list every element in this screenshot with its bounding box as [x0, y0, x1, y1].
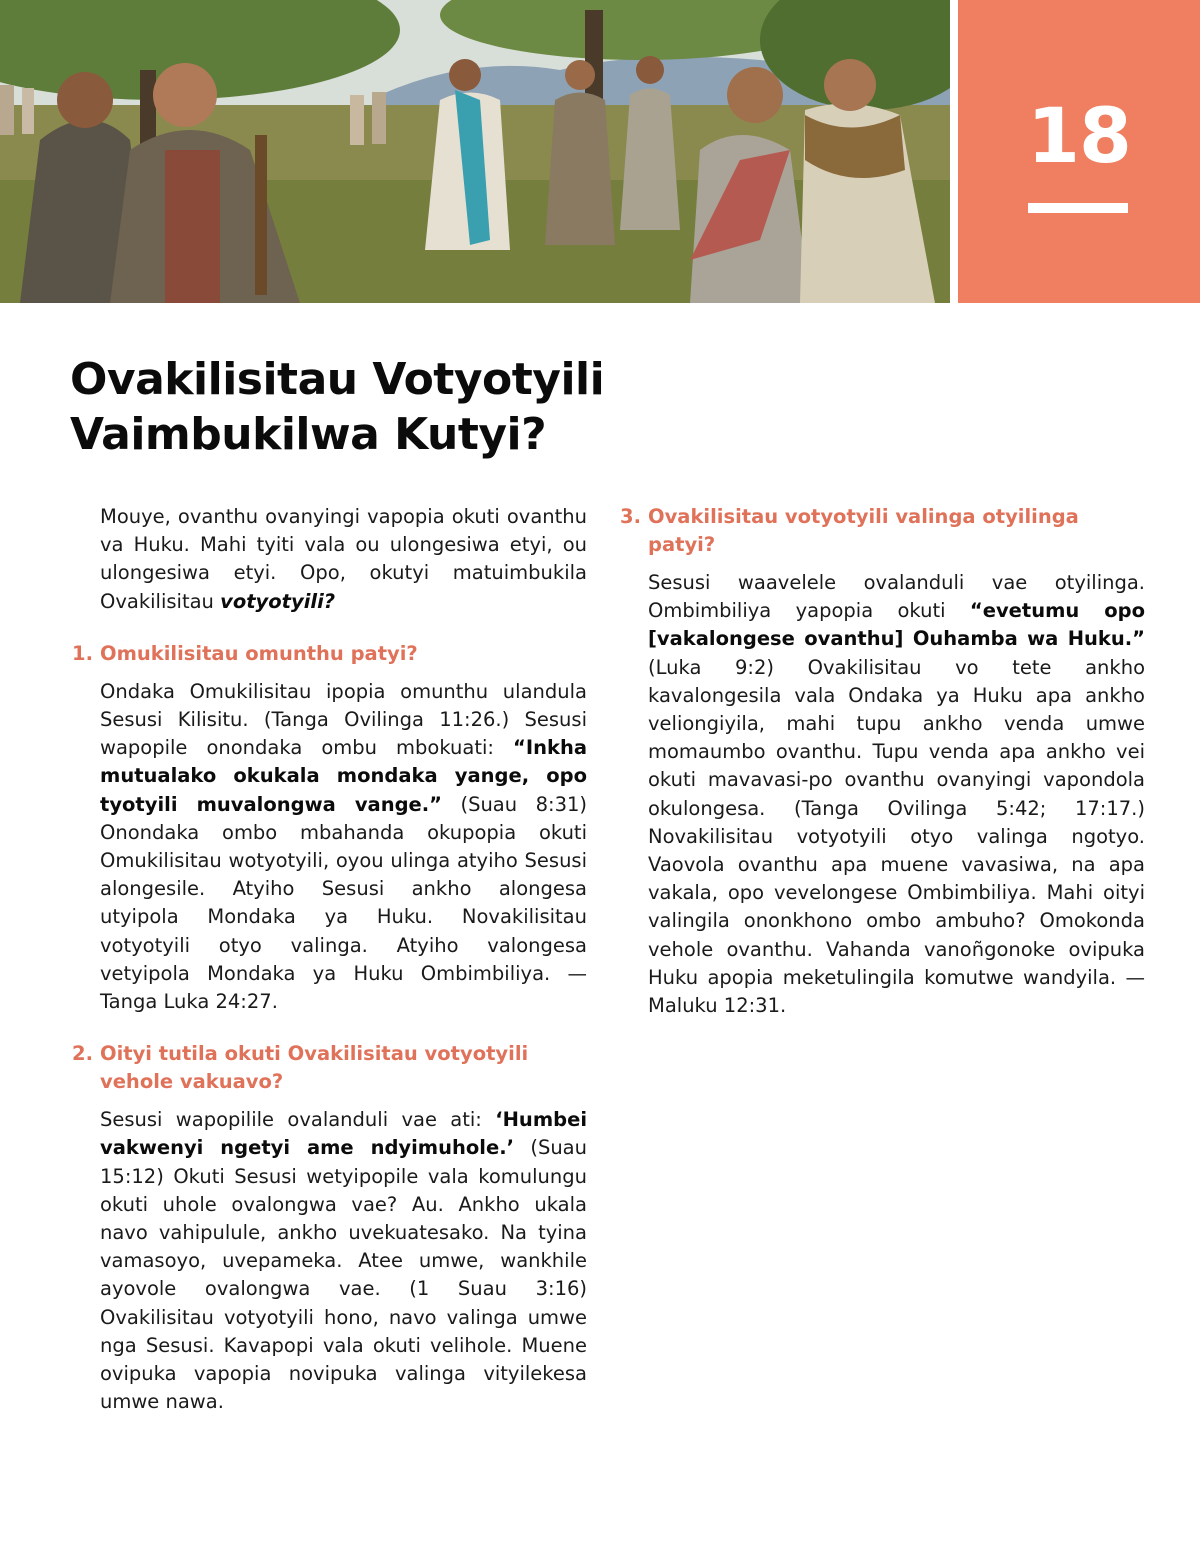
hero-scene-illustration	[0, 0, 950, 303]
body-text: (Luka 9:2) Ovakilisitau vo tete ankho kavalongesila vala Ondaka ya Huku apa ankho veliongiyila, mahi tupu ankho venda umwe momaumbo ovanthu. Tupu venda apa ankho vei okuti mavavasi-po ovanthu ovanyingi vapondola okulongesa. (Tanga Ovilinga 5:42; 17:17.) Novakilisitau votyotyili otyo valinga ngotyo. Vaovola ovanthu apa muene vavasiwa, na apa vakala, opo vevelongese Ombimbiliya. Mahi oityi valingila ononkhono ombo ambuho? Omokonda vehole ovanthu. Vahanda vanoñgonoke ovipuka Huku apopia meketulingila komutwe wandyila. — Maluku 12:31.	[648, 655, 1145, 1018]
right-column	[620, 503, 1145, 1020]
scripture-quote: “evetumu opo [vakalongese ovanthu] Ouhamba wa Huku.”	[648, 599, 1145, 651]
title-line-1: Ovakilisitau Votyotyili	[70, 354, 605, 405]
question-3-heading	[620, 503, 1145, 559]
chapter-number-block	[958, 0, 1200, 303]
body-text: Sesusi wapopilile ovalanduli vae ati:	[100, 1108, 496, 1132]
body-text: (Suau 15:12) Okuti Sesusi wetyipopile vala komulungu okuti uhole ovalongwa vae? Au. Ankho ukala navo vahipulule, ankho uvekuatesako. Na tyina vamasoyo, uvepameka. Atee umwe, wankhile ayovole ovalongwa vae. (1 Suau 3:16) Ovakilisitau votyotyili hono, navo valinga umwe nga Sesusi. Kavapopi vala okuti velihole. Muene ovipuka vapopia novipuka valinga vityilekesa umwe nawa.	[100, 1136, 587, 1414]
intro-emphasis: votyotyili?	[220, 589, 336, 613]
question-text: Omukilisitau omunthu patyi?	[100, 641, 418, 665]
question-text: Ovakilisitau votyotyili valinga otyilinga patyi?	[648, 505, 1079, 556]
body-text: Sesusi waavelele ovalanduli vae otyilinga. Ombimbiliya yapopia okuti	[648, 571, 1145, 623]
question-text: Oityi tutila okuti Ovakilisitau votyotyili vehole vakuavo?	[100, 1042, 529, 1094]
question-number: 3.	[620, 505, 641, 528]
question-1-heading	[72, 640, 587, 668]
intro-paragraph	[100, 503, 587, 616]
question-number: 2.	[72, 1042, 93, 1066]
section-3-body	[648, 569, 1145, 1020]
left-column	[72, 503, 587, 1416]
section-2-body	[100, 1106, 587, 1416]
chapter-number: 18	[1027, 91, 1131, 180]
question-2-heading	[72, 1040, 587, 1096]
body-text: Ondaka Omukilisitau ipopia omunthu ulandula Sesusi Kilisitu. (Tanga Ovilinga 11:26.) Sesusi wapopile onondaka ombu mbokuati:	[100, 679, 587, 760]
section-1-body	[100, 678, 587, 1016]
chapter-number-underline	[1028, 203, 1128, 213]
body-text: (Suau 8:31) Onondaka ombo mbahanda okupopia okuti Omukilisitau wotyotyili, oyou ulinga atyiho Sesusi alongesile. Atyiho Sesusi ankho alongesa utyipola Mondaka ya Huku. Novakilisitau votyotyili otyo valinga. Atyiho valongesa vetyipola Mondaka ya Huku Ombimbiliya. — Tanga Luka 24:27.	[100, 792, 587, 1014]
hero-image	[0, 0, 950, 303]
page-title	[70, 352, 770, 462]
scripture-quote: ‘Humbei vakwenyi ngetyi ame ndyimuhole.’	[100, 1108, 587, 1160]
title-line-2: Vaimbukilwa Kutyi?	[70, 409, 547, 460]
scripture-quote: “Inkha mutualako okukala mondaka yange, opo tyotyili muvalongwa vange.”	[100, 736, 587, 816]
question-number: 1.	[72, 641, 93, 665]
intro-text: Mouye, ovanthu ovanyingi vapopia okuti ovanthu va Huku. Mahi tyiti vala ou ulongesiwa etyi, ou ulongesiwa etyi. Opo, okutyi matuimbukila Ovakilisitau	[100, 505, 587, 613]
